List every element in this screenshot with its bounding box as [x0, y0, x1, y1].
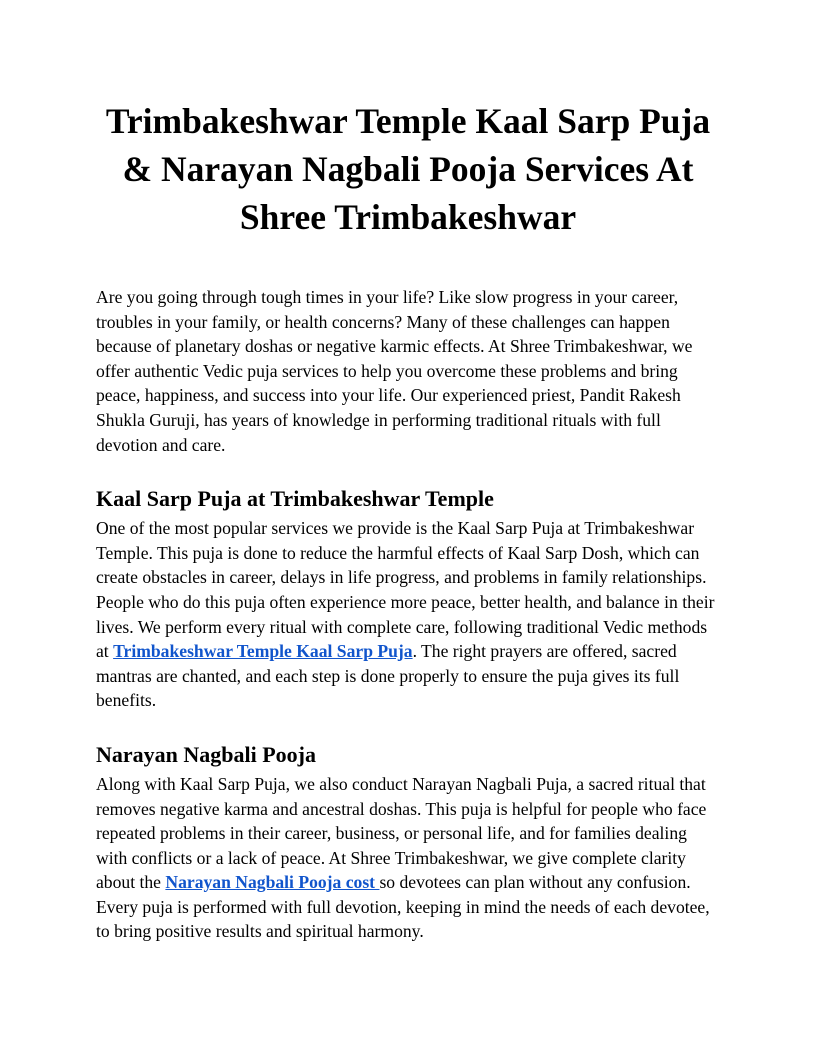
kaal-sarp-text-after-link: . The right prayers are offered, sacred mantras are chanted, and each step is done properly to ensure the puja gives its full benefits.	[96, 641, 680, 711]
kaal-sarp-heading: Kaal Sarp Puja at Trimbakeshwar Temple	[96, 486, 494, 512]
narayan-nagbali-text-before-link: Along with Kaal Sarp Puja, we also conduct Narayan Nagbali Puja, a sacred ritual that removes negative karma and ancestral doshas. This puja is helpful for people who face repeated problems in their career, business, or personal life, and for families dealing with conflicts or a lack of peace. At Shree Trimbakeshwar, we give complete clarity about the	[96, 773, 707, 893]
kaal-sarp-puja-link[interactable]: Trimbakeshwar Temple Kaal Sarp Puja	[113, 641, 413, 662]
kaal-sarp-paragraph	[96, 516, 720, 713]
document-page	[96, 0, 720, 944]
document-title: Trimbakeshwar Temple Kaal Sarp Puja & Narayan Nagbali Pooja Services At Shree Trimbakeshwar	[105, 101, 711, 237]
kaal-sarp-text-before-link: One of the most popular services we provide is the Kaal Sarp Puja at Trimbakeshwar Temple. This puja is done to reduce the harmful effects of Kaal Sarp Dosh, which can create obstacles in career, delays in life progress, and problems in family relationships. People who do this puja often experience more peace, better health, and balance in their lives. We perform every ritual with complete care, following traditional Vedic methods at	[96, 518, 715, 662]
intro-paragraph: Are you going through tough times in your life? Like slow progress in your career, troubles in your family, or health concerns? Many of these challenges can happen because of planetary doshas or negative karmic effects. At Shree Trimbakeshwar, we offer authentic Vedic puja services to help you overcome these problems and bring peace, happiness, and success into your life. Our experienced priest, Pandit Rakesh Shukla Guruji, has years of knowledge in performing traditional rituals with full devotion and care.	[96, 287, 693, 455]
narayan-nagbali-text-after-link: so devotees can plan without any confusion. Every puja is performed with full devotion, keeping in mind the needs of each devotee, to bring positive results and spiritual harmony.	[96, 872, 710, 942]
narayan-nagbali-cost-link[interactable]: Narayan Nagbali Pooja cost	[165, 872, 380, 893]
narayan-nagbali-heading: Narayan Nagbali Pooja	[96, 741, 316, 767]
narayan-nagbali-paragraph	[96, 772, 720, 944]
